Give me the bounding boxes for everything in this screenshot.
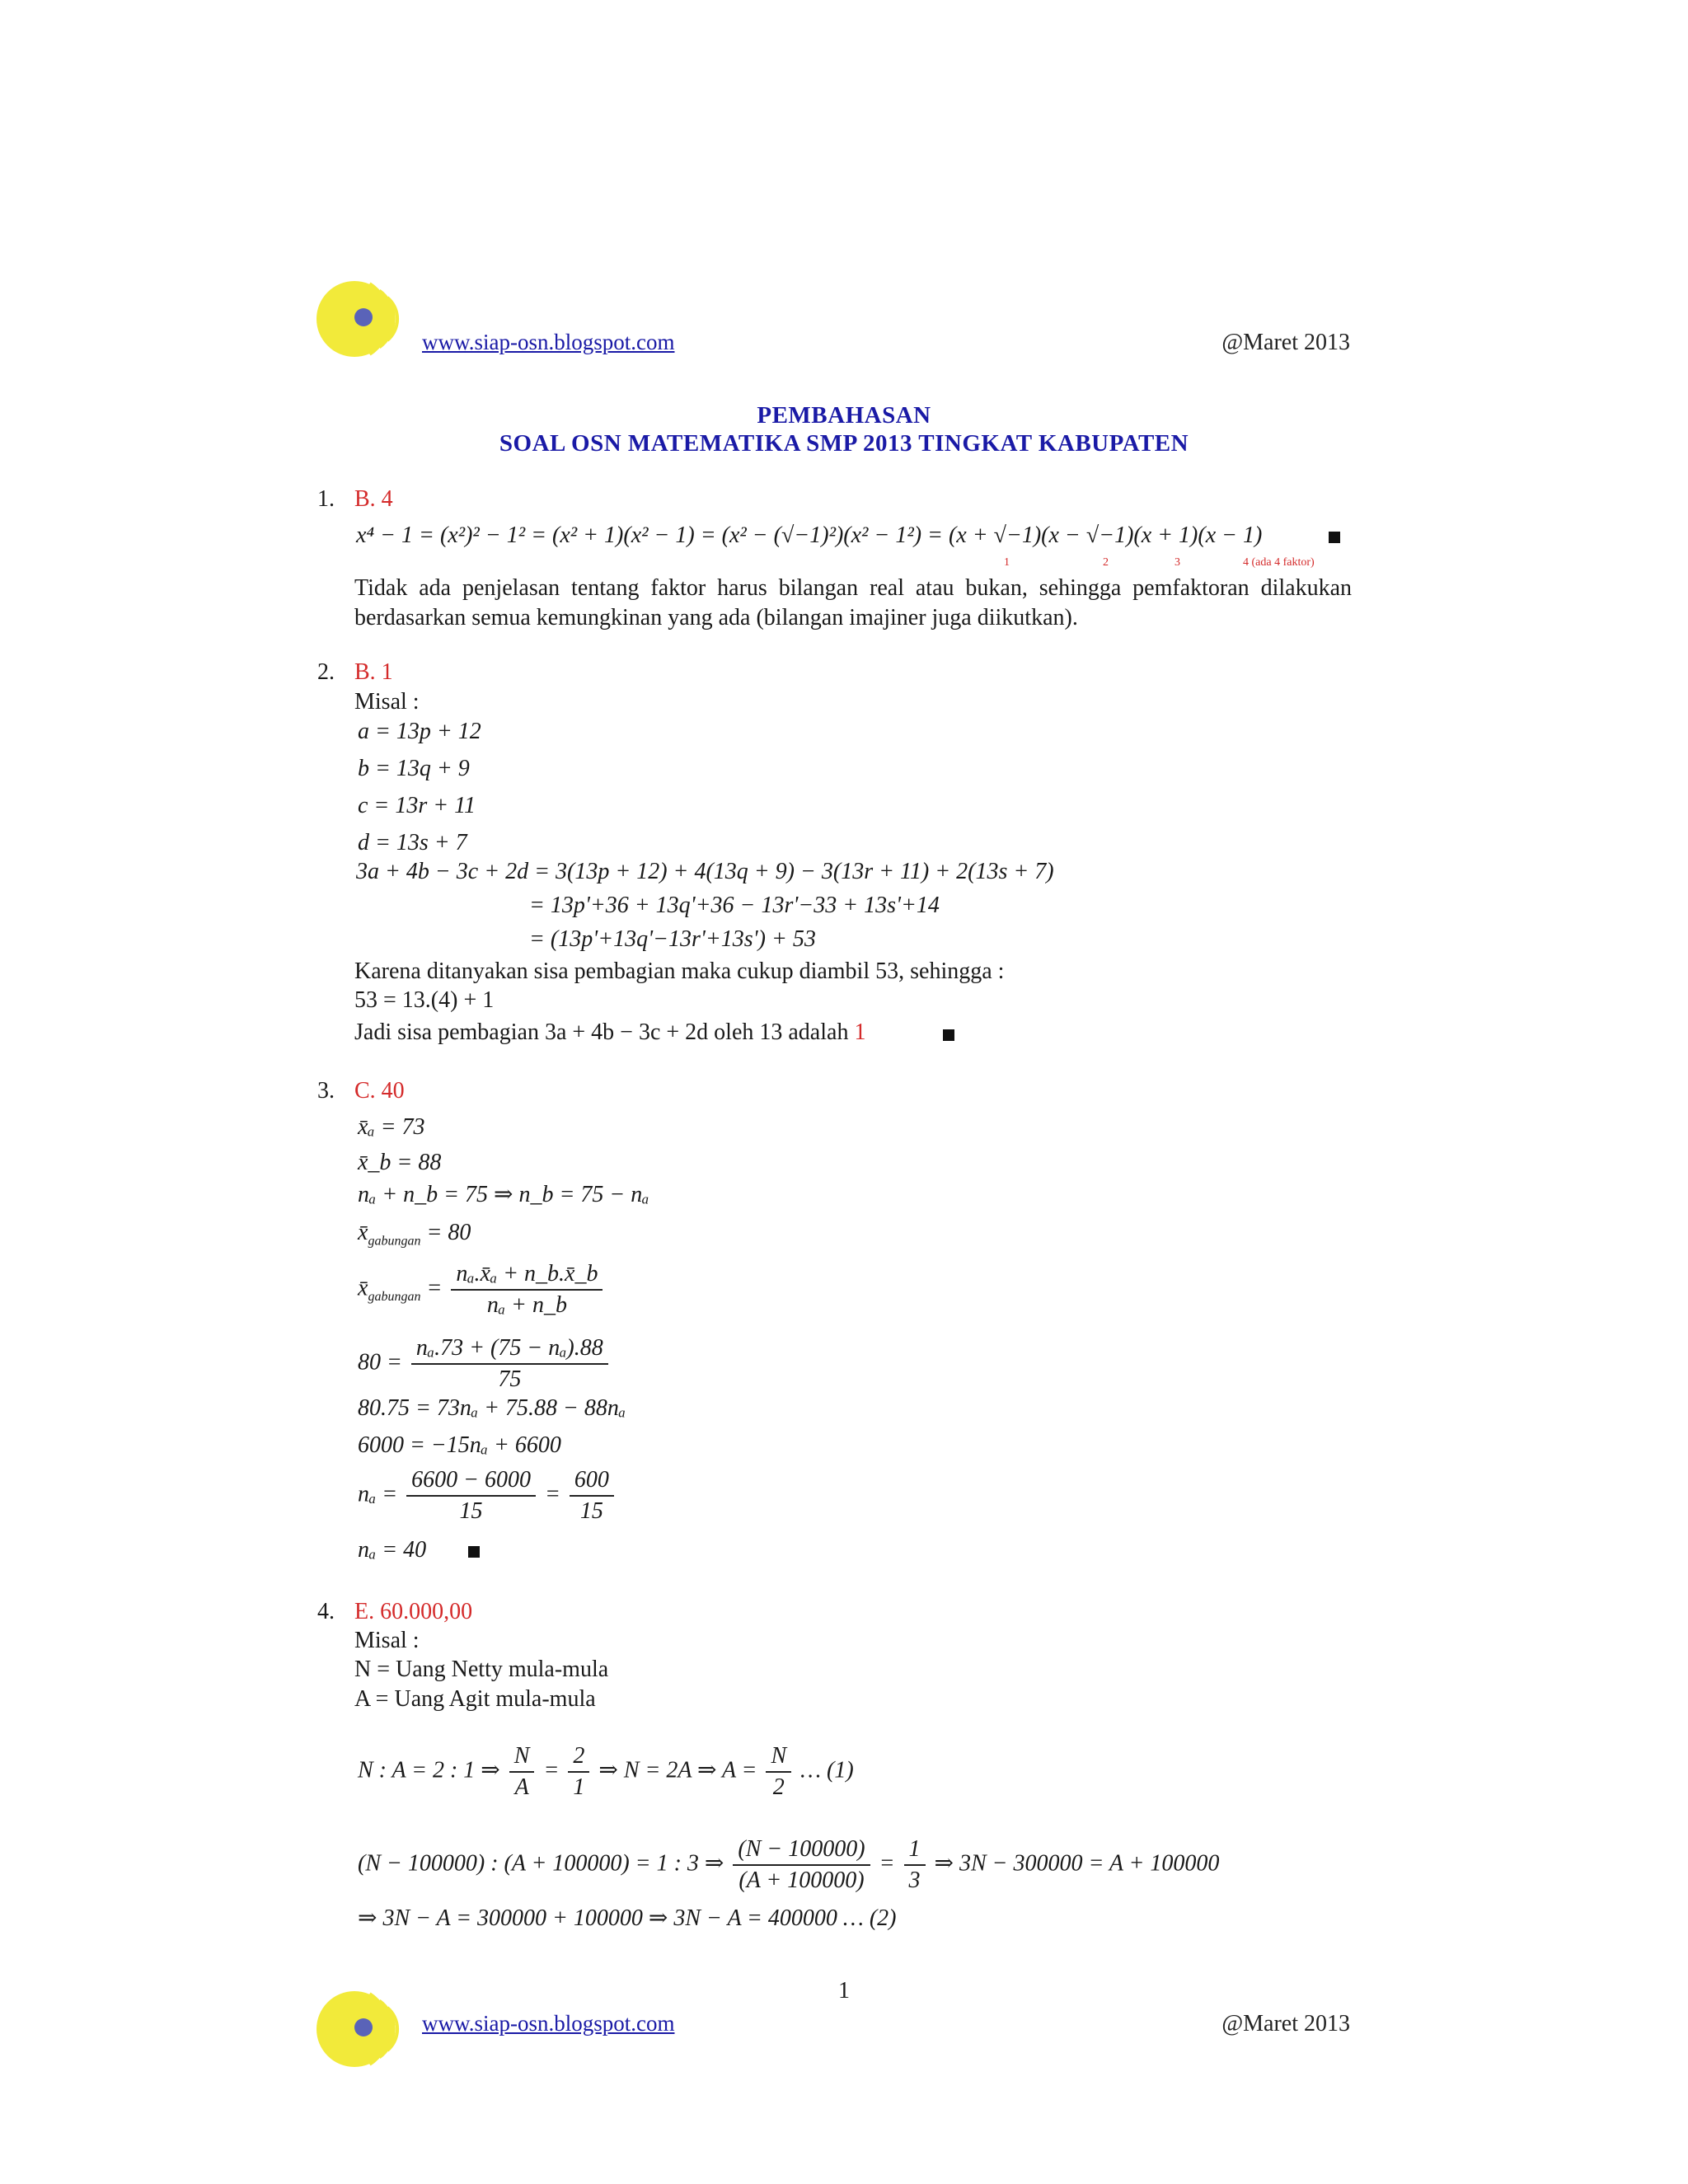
equation-line: ⇒ 3N − A = 300000 + 100000 ⇒ 3N − A = 400000 … (2) xyxy=(358,1905,897,1931)
page-subtitle: SOAL OSN MATEMATIKA SMP 2013 TINGKAT KABUPATEN xyxy=(499,430,1189,457)
equation-line: 3a + 4b − 3c + 2d = 3(13p + 12) + 4(13q + 9) − 3(13r + 11) + 2(13s + 7) xyxy=(356,859,1054,884)
equation-line: b = 13q + 9 xyxy=(358,756,470,781)
answer-label: B. 1 xyxy=(354,659,393,685)
qed-square-icon xyxy=(468,1546,480,1558)
page-title: PEMBAHASAN xyxy=(757,402,931,429)
equation-line: N : A = 2 : 1 ⇒ $\frac{N}{A}$ = $\frac{2}{1}$ ⇒ N = 2A ⇒ A = $\frac{N}{2}$ … (1) xyxy=(358,1743,854,1800)
answer-label: B. 4 xyxy=(354,486,393,512)
equation-line: = 13p'+36 + 13q'+36 − 13r'−33 + 13s'+14 xyxy=(529,893,940,918)
conclusion-text: Jadi sisa pembagian 3a + 4b − 3c + 2d oleh 13 adalah 1 xyxy=(354,1019,866,1045)
footer-url-link[interactable]: www.siap-osn.blogspot.com xyxy=(422,2011,675,2036)
equation-line: = (13p'+13q'−13r'+13s') + 53 xyxy=(529,926,816,952)
factor-marker: 2 xyxy=(1103,556,1109,569)
equation-line: 80.75 = 73nₐ + 75.88 − 88nₐ xyxy=(358,1395,626,1421)
definition-text: N = Uang Netty mula-mula xyxy=(354,1657,609,1682)
factor-marker: 1 xyxy=(1004,556,1010,569)
factor-equation: x⁴ − 1 = (x²)² − 1² = (x² + 1)(x² − 1) = (x² − (√−1)²)(x² − 1²) = (x + √−1)(x − √−1)(x + 1)(x − 1) xyxy=(356,523,1263,548)
factor-marker: 3 xyxy=(1175,556,1180,569)
footer-date: @Maret 2013 xyxy=(1221,2011,1350,2036)
equation-line: d = 13s + 7 xyxy=(358,830,467,855)
equation-line: nₐ = 40 xyxy=(358,1537,427,1563)
equation-line: c = 13r + 11 xyxy=(358,793,476,818)
factor-marker: 4 (ada 4 faktor) xyxy=(1243,556,1315,569)
qed-square-icon xyxy=(1329,532,1340,543)
equation-line: $x̄_{gabungan} = 80$ xyxy=(358,1220,471,1249)
blog-logo-icon xyxy=(312,1978,410,2077)
explanation-text: Karena ditanyakan sisa pembagian maka cukup diambil 53, sehingga : xyxy=(354,958,1005,984)
equation-line: x̄_b = 88 xyxy=(358,1150,442,1175)
equation-line: a = 13p + 12 xyxy=(358,719,481,744)
definition-text: A = Uang Agit mula-mula xyxy=(354,1686,596,1712)
equation-line: 80 = $\frac{\text{nₐ.73 + (75 − nₐ).88}}{75}$ xyxy=(358,1335,612,1393)
misal-label: Misal : xyxy=(354,689,420,715)
qed-square-icon xyxy=(943,1029,954,1041)
equation-line: x̄ₐ = 73 xyxy=(358,1114,425,1140)
equation-line: nₐ + n_b = 75 ⇒ n_b = 75 − nₐ xyxy=(358,1182,649,1207)
equation-line: nₐ = $\frac{6600 - 6000}{15}$ = $\frac{600}{15}$ xyxy=(358,1467,617,1525)
question-number: 3. xyxy=(317,1078,335,1104)
misal-label: Misal : xyxy=(354,1628,420,1653)
question-number: 1. xyxy=(317,486,335,512)
header-url-link[interactable]: www.siap-osn.blogspot.com xyxy=(422,330,675,354)
equation-line: $x̄_{gabungan}$ = $\frac{\text{nₐ.x̄ₐ + n\_b.x̄\_b}}{\text{nₐ + n\_b}}$ xyxy=(358,1261,606,1319)
equation-line: 6000 = −15nₐ + 6600 xyxy=(358,1432,561,1458)
question-number: 4. xyxy=(317,1599,335,1624)
answer-label: E. 60.000,00 xyxy=(354,1599,473,1624)
explanation-text: Tidak ada penjelasan tentang faktor harus bilangan real atau bukan, sehingga pemfaktoran dilakukan berdasarkan semua kemungkinan yang ada (bilangan imajiner juga diikutkan). xyxy=(354,575,1352,630)
answer-label: C. 40 xyxy=(354,1078,405,1104)
explanation-text: 53 = 13.(4) + 1 xyxy=(354,987,495,1013)
question-number: 2. xyxy=(317,659,335,685)
equation-line: (N − 100000) : (A + 100000) = 1 : 3 ⇒ $\frac{(N - 100000)}{(A + 100000)}$ = $\frac{1}{3}$ ⇒ 3N − 300000 = A + 100000 xyxy=(358,1836,1220,1893)
header-date: @Maret 2013 xyxy=(1221,330,1350,355)
blog-logo-icon xyxy=(312,268,410,367)
page-number: 1 xyxy=(838,1978,850,2004)
